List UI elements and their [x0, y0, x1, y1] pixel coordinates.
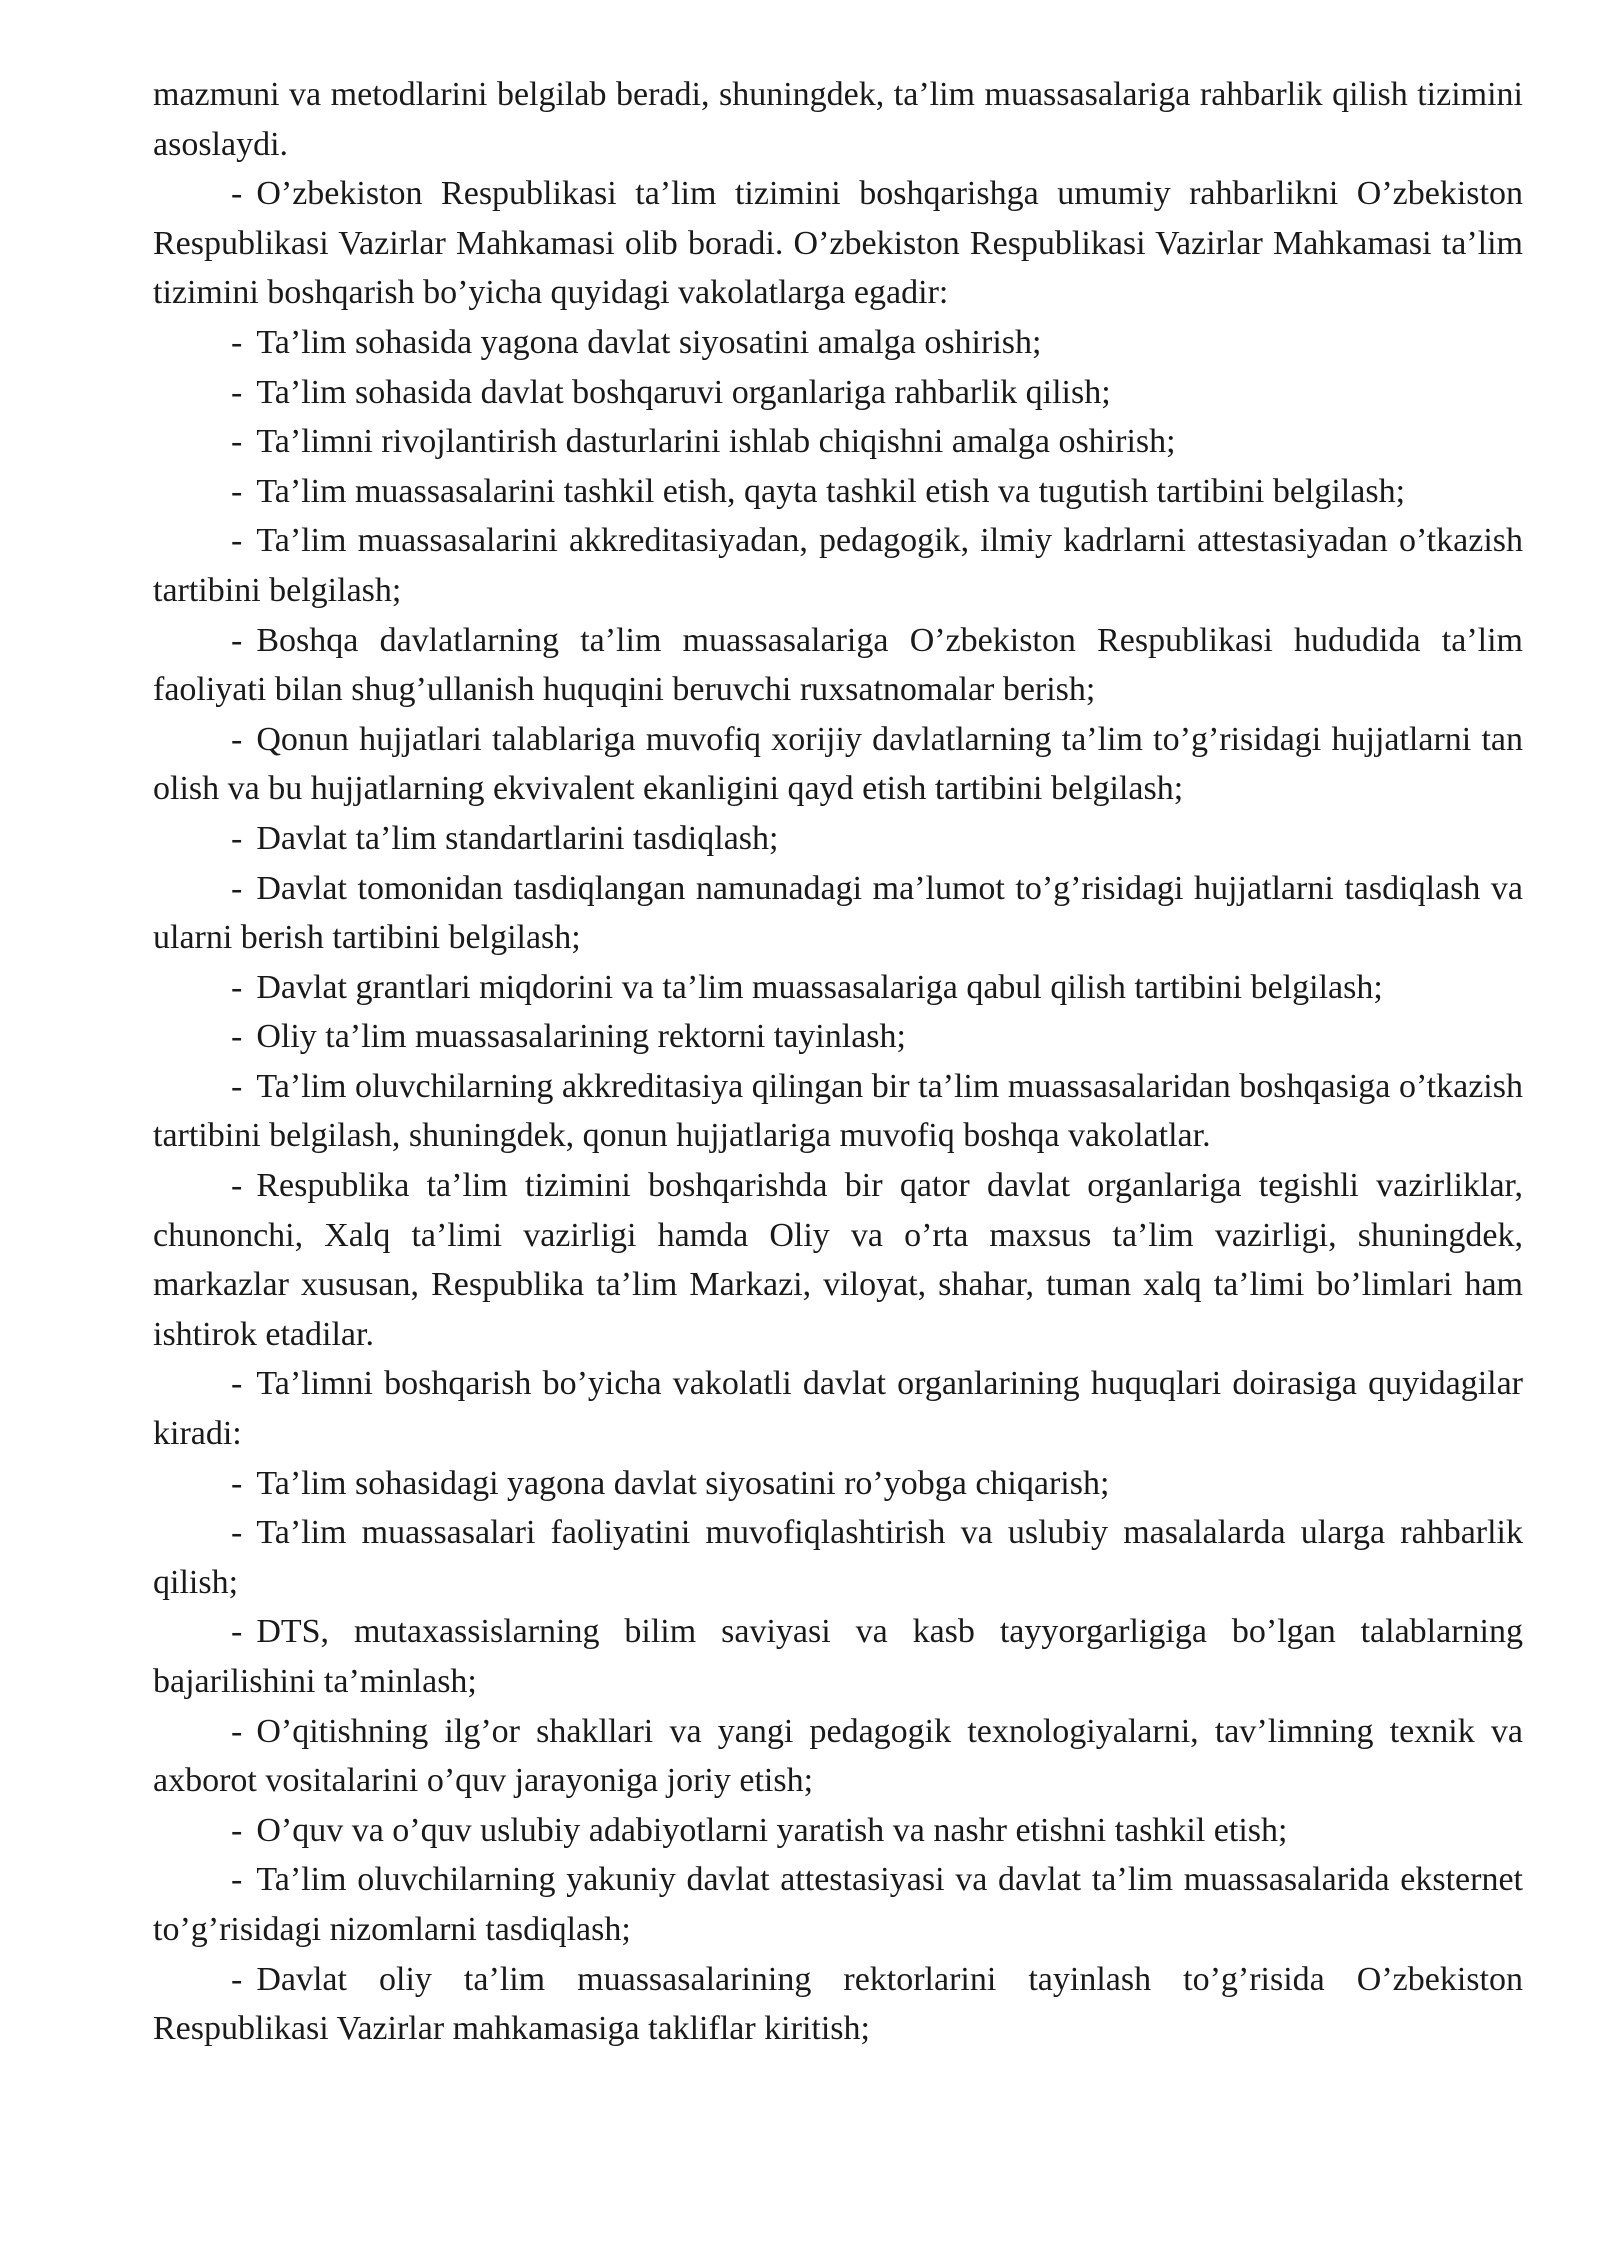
bullet-dash: - — [231, 1464, 243, 1502]
bullet-dash: - — [231, 472, 243, 510]
paragraph-9: - Davlat ta’lim standartlarini tasdiqlash; — [231, 819, 779, 857]
bullet-dash: - — [231, 1514, 243, 1552]
paragraph-18: - DTS, mutaxassislarning bilim saviyasi va kasb tayyorgarligiga bo’lgan talablarning bajarilishini ta’minlash; — [153, 1613, 1523, 1700]
paragraph-22: - Davlat oliy ta’lim muassasalarining rektorlarini tayinlash to’g’risida O’zbekiston Respublikasi Vazirlar mahkamasiga takliflar kiritish; — [153, 1960, 1523, 2048]
paragraph-0: mazmuni va metodlarini belgilab beradi, shuningdek, ta’lim muassasalariga rahbarlik qilish tizimini asoslaydi. — [153, 76, 1523, 163]
bullet-dash: - — [231, 1167, 243, 1205]
paragraph-8: - Qonun hujjatlari talablariga muvofiq xorijiy davlatlarning ta’lim to’g’risidagi hujjatlarni tan olish va bu hujjatlarning ekvivalent ekanligini qayd etish tartibini belgilash; — [153, 720, 1523, 808]
document-page — [153, 70, 1523, 2054]
bullet-dash: - — [231, 720, 243, 758]
bullet-dash: - — [231, 1960, 243, 1998]
paragraph-10: - Davlat tomonidan tasdiqlangan namunadagi ma’lumot to’g’risidagi hujjatlarni tasdiqlash va ularni berish tartibini belgilash; — [153, 869, 1523, 957]
bullet-dash: - — [231, 323, 243, 361]
bullet-dash: - — [231, 1613, 243, 1651]
paragraph-12: - Oliy ta’lim muassasalarining rektorni tayinlash; — [231, 1018, 906, 1056]
paragraph-17: - Ta’lim muassasalari faoliyatini muvofiqlashtirish va uslubiy masalalarda ularga rahbarlik qilish; — [153, 1514, 1523, 1601]
bullet-dash: - — [231, 373, 243, 411]
bullet-dash: - — [231, 1712, 243, 1750]
bullet-dash: - — [231, 1811, 243, 1849]
bullet-dash: - — [231, 1365, 243, 1403]
bullet-dash: - — [231, 423, 243, 461]
bullet-dash: - — [231, 1861, 243, 1899]
bullet-dash: - — [231, 1018, 243, 1056]
paragraph-2: - Ta’lim sohasida yagona davlat siyosatini amalga oshirish; — [231, 323, 1042, 361]
bullet-dash: - — [231, 1067, 243, 1105]
paragraph-16: - Ta’lim sohasidagi yagona davlat siyosatini ro’yobga chiqarish; — [231, 1464, 1110, 1502]
bullet-dash: - — [231, 869, 243, 907]
paragraph-3: - Ta’lim sohasida davlat boshqaruvi organlariga rahbarlik qilish; — [231, 373, 1111, 411]
bullet-dash: - — [231, 175, 243, 213]
paragraph-1: - O’zbekiston Respublikasi ta’lim tizimini boshqarishga umumiy rahbarlikni O’zbekiston Respublikasi Vazirlar Mahkamasi olib boradi. O’zbekiston Respublikasi Vazirlar Mahkamasi ta’lim tizimini boshqarish bo’yicha quyidagi vakolatlarga egadir: — [153, 175, 1523, 312]
paragraph-21: - Ta’lim oluvchilarning yakuniy davlat attestasiyasi va davlat ta’lim muassasalarida eksternet to’g’risidagi nizomlarni tasdiqlash; — [153, 1861, 1523, 1948]
paragraph-15: - Ta’limni boshqarish bo’yicha vakolatli davlat organlarining huquqlari doirasiga quyidagilar kiradi: — [153, 1365, 1523, 1453]
paragraph-11: - Davlat grantlari miqdorini va ta’lim muassasalariga qabul qilish tartibini belgilash; — [231, 968, 1383, 1006]
bullet-dash: - — [231, 522, 243, 560]
paragraph-4: - Ta’limni rivojlantirish dasturlarini ishlab chiqishni amalga oshirish; — [231, 423, 1176, 461]
paragraph-7: - Boshqa davlatlarning ta’lim muassasalariga O’zbekiston Respublikasi hududida ta’lim faoliyati bilan shug’ullanish huquqini beruvchi ruxsatnomalar berish; — [153, 621, 1523, 709]
bullet-dash: - — [231, 819, 243, 857]
paragraph-19: - O’qitishning ilg’or shakllari va yangi pedagogik texnologiyalarni, tav’limning texnik va axborot vositalarini o’quv jarayoniga joriy etish; — [153, 1712, 1523, 1800]
paragraph-13: - Ta’lim oluvchilarning akkreditasiya qilingan bir ta’lim muassasalaridan boshqasiga o’tkazish tartibini belgilash, shuningdek, qonun hujjatlariga muvofiq boshqa vakolatlar. — [153, 1067, 1523, 1155]
bullet-dash: - — [231, 621, 243, 659]
paragraph-6: - Ta’lim muassasalarini akkreditasiyadan, pedagogik, ilmiy kadrlarni attestasiyadan o’tkazish tartibini belgilash; — [153, 522, 1523, 609]
paragraph-5: - Ta’lim muassasalarini tashkil etish, qayta tashkil etish va tugutish tartibini belgilash; — [231, 472, 1406, 510]
paragraph-20: - O’quv va o’quv uslubiy adabiyotlarni yaratish va nashr etishni tashkil etish; — [231, 1811, 1288, 1849]
bullet-dash: - — [231, 968, 243, 1006]
paragraph-14: - Respublika ta’lim tizimini boshqarishda bir qator davlat organlariga tegishli vazirliklar, chunonchi, Xalq ta’limi vazirligi hamda Oliy va o’rta maxsus ta’lim vazirligi, shuningdek, markazlar xususan, Respublika ta’lim Markazi, viloyat, shahar, tuman xalq ta’limi bo’limlari ham ishtirok etadilar. — [153, 1167, 1523, 1353]
